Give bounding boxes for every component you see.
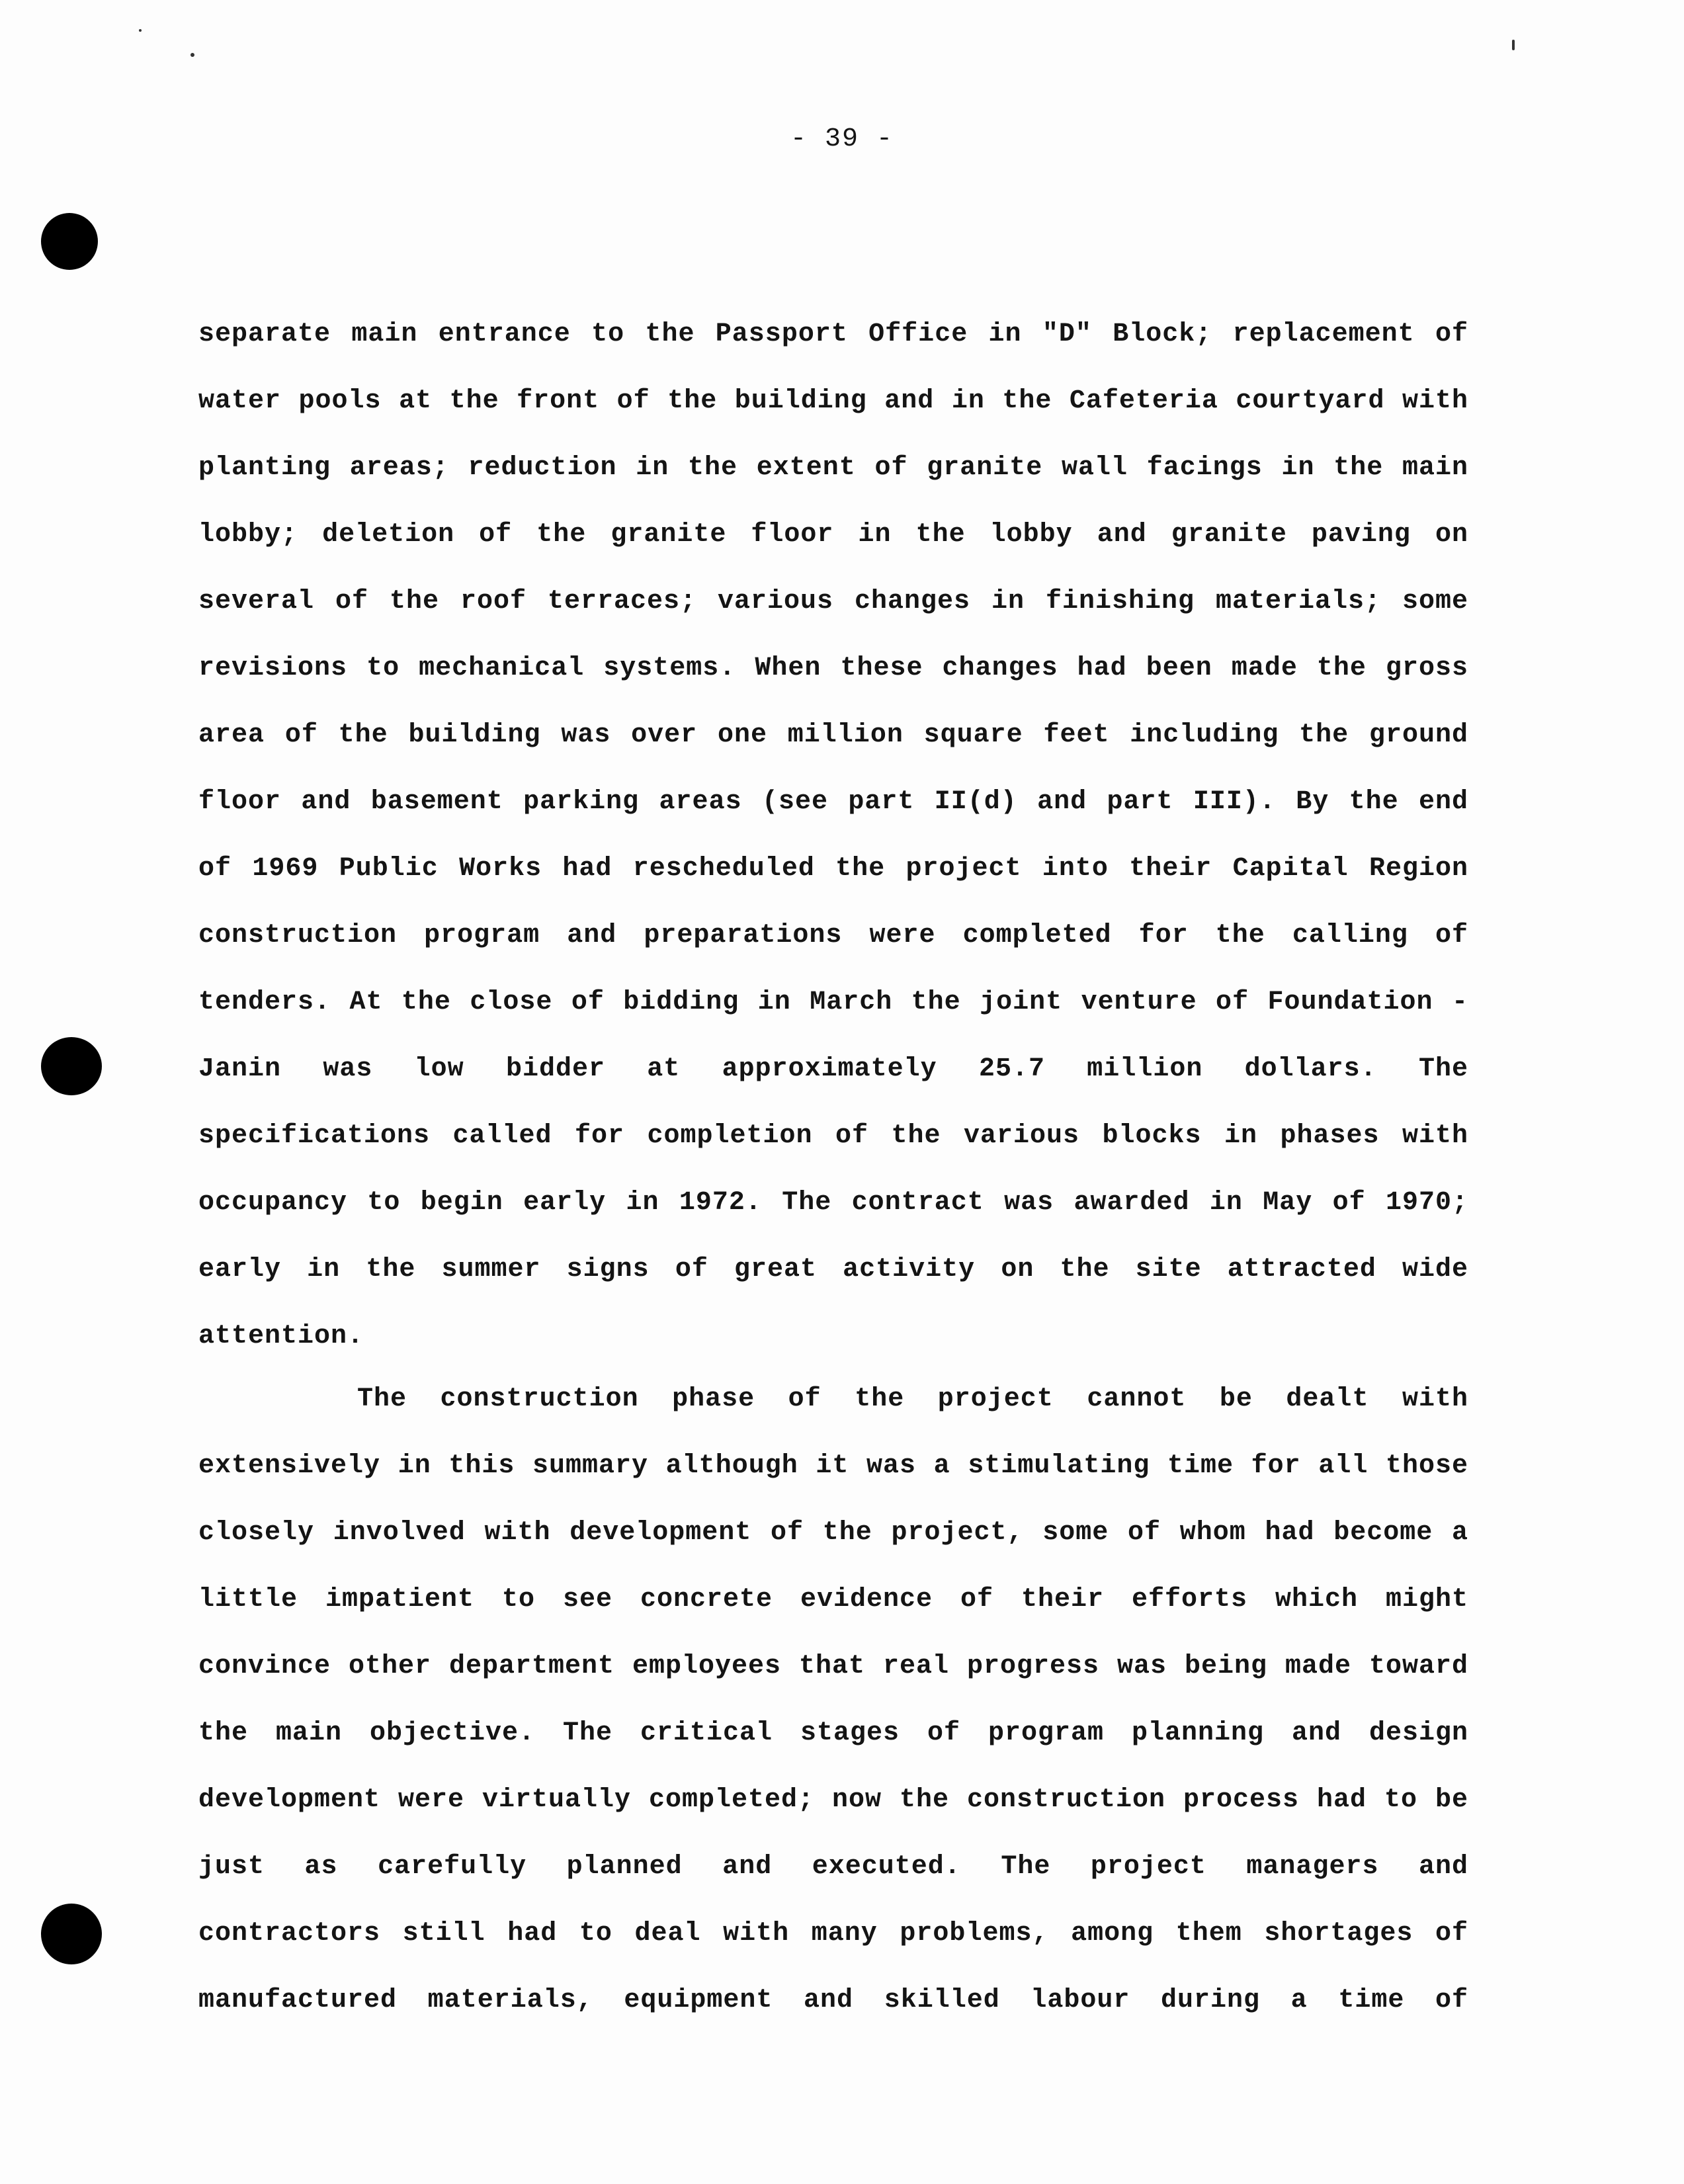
text-line: convince other department employees that real progress was being made toward (198, 1652, 1468, 1681)
text-line: separate main entrance to the Passport Office in "D" Block; replacement of (198, 319, 1468, 349)
text-line: contractors still had to deal with many problems, among them shortages of (198, 1919, 1468, 1949)
text-line: attention. (198, 1322, 364, 1351)
text-line: construction program and preparations were completed for the calling of (198, 921, 1468, 950)
text-line: little impatient to see concrete evidence of their efforts which might (198, 1585, 1468, 1615)
text-line: water pools at the front of the building and in the Cafeteria courtyard with (198, 386, 1468, 416)
text-line: area of the building was over one million square feet including the ground (198, 720, 1468, 750)
text-line: tenders. At the close of bidding in March the joint venture of Foundation - (198, 987, 1468, 1017)
punch-hole-icon (41, 1037, 102, 1095)
text-line: specifications called for completion of the various blocks in phases with (198, 1121, 1468, 1151)
punch-hole-icon (41, 1904, 102, 1964)
text-line: The construction phase of the project cannot be dealt with (357, 1384, 1468, 1414)
text-line: occupancy to begin early in 1972. The contract was awarded in May of 1970; (198, 1188, 1468, 1218)
text-line: floor and basement parking areas (see part II(d) and part III). By the end (198, 787, 1468, 817)
text-line: revisions to mechanical systems. When these changes had been made the gross (198, 653, 1468, 683)
text-line: the main objective. The critical stages of program planning and design (198, 1718, 1468, 1748)
punch-hole-icon (41, 213, 98, 270)
text-line: Janin was low bidder at approximately 25.7 million dollars. The (198, 1054, 1468, 1084)
paragraph-construction-phase (198, 1376, 1468, 2044)
text-line: lobby; deletion of the granite floor in the lobby and granite paving on (198, 520, 1468, 550)
text-line: extensively in this summary although it was a stimulating time for all those (198, 1451, 1468, 1481)
text-line: planting areas; reduction in the extent of granite wall facings in the main (198, 453, 1468, 483)
text-line: just as carefully planned and executed. The project managers and (198, 1852, 1468, 1882)
text-line: closely involved with development of the project, some of whom had become a (198, 1518, 1468, 1548)
text-line: manufactured materials, equipment and skilled labour during a time of (198, 1986, 1468, 2015)
text-line: several of the roof terraces; various changes in finishing materials; some (198, 587, 1468, 616)
scan-speck (1512, 40, 1515, 50)
text-line: of 1969 Public Works had rescheduled the project into their Capital Region (198, 854, 1468, 884)
scan-speck (190, 53, 194, 57)
text-line: development were virtually completed; now the construction process had to be (198, 1785, 1468, 1815)
scan-speck (139, 29, 142, 32)
text-line: early in the summer signs of great activity on the site attracted wide (198, 1255, 1468, 1284)
page-number: - 39 - (790, 124, 894, 154)
paragraph-continuation (198, 311, 1468, 1380)
